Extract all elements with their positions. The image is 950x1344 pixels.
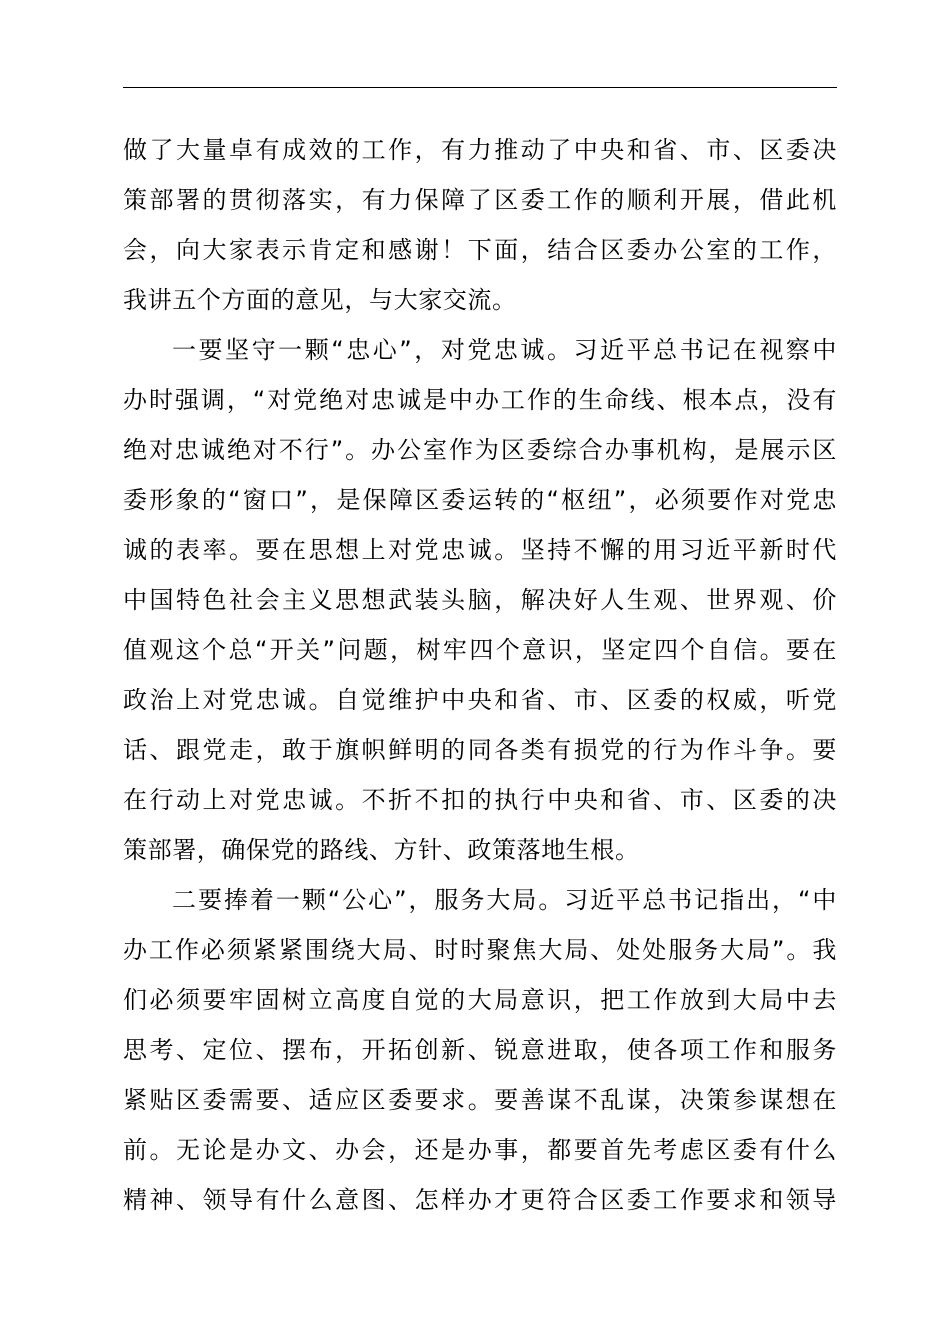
text-line: 办时强调，“对党绝对忠诚是中办工作的生命线、根本点，没有 — [123, 386, 837, 414]
text-line: 绝对忠诚绝对不行”。办公室作为区委综合办事机构，是展示区 — [123, 436, 837, 464]
text-line: 紧贴区委需要、适应区委要求。要善谋不乱谋，决策参谋想在 — [123, 1086, 837, 1114]
text-line: 诚的表率。要在思想上对党忠诚。坚持不懈的用习近平新时代 — [123, 536, 837, 564]
text-line: 做了大量卓有成效的工作，有力推动了中央和省、市、区委决 — [123, 136, 837, 164]
paragraph-first-line: 一要坚守一颗“忠心”，对党忠诚。习近平总书记在视察中 — [172, 336, 837, 364]
text-line: 中国特色社会主义思想武装头脑，解决好人生观、世界观、价 — [123, 586, 837, 614]
text-line: 策部署，确保党的路线、方针、政策落地生根。 — [123, 836, 640, 864]
text-line: 我讲五个方面的意见，与大家交流。 — [123, 286, 517, 314]
header-rule — [123, 87, 837, 88]
text-line: 在行动上对党忠诚。不折不扣的执行中央和省、市、区委的决 — [123, 786, 837, 814]
text-line: 会，向大家表示肯定和感谢！下面，结合区委办公室的工作， — [123, 236, 837, 264]
text-line: 前。无论是办文、办会，还是办事，都要首先考虑区委有什么 — [123, 1136, 837, 1164]
text-line: 政治上对党忠诚。自觉维护中央和省、市、区委的权威，听党 — [123, 686, 837, 714]
text-line: 策部署的贯彻落实，有力保障了区委工作的顺利开展，借此机 — [123, 186, 837, 214]
text-line: 话、跟党走，敢于旗帜鲜明的同各类有损党的行为作斗争。要 — [123, 736, 837, 764]
text-line: 值观这个总“开关”问题，树牢四个意识，坚定四个自信。要在 — [123, 636, 837, 664]
text-line: 们必须要牢固树立高度自觉的大局意识，把工作放到大局中去 — [123, 986, 837, 1014]
text-line: 委形象的“窗口”，是保障区委运转的“枢纽”，必须要作对党忠 — [123, 486, 837, 514]
text-line: 思考、定位、摆布，开拓创新、锐意进取，使各项工作和服务 — [123, 1036, 837, 1064]
text-line: 精神、领导有什么意图、怎样办才更符合区委工作要求和领导 — [123, 1186, 837, 1214]
text-line: 办工作必须紧紧围绕大局、时时聚焦大局、处处服务大局”。我 — [123, 936, 837, 964]
paragraph-first-line: 二要捧着一颗“公心”，服务大局。习近平总书记指出，“中 — [172, 886, 837, 914]
